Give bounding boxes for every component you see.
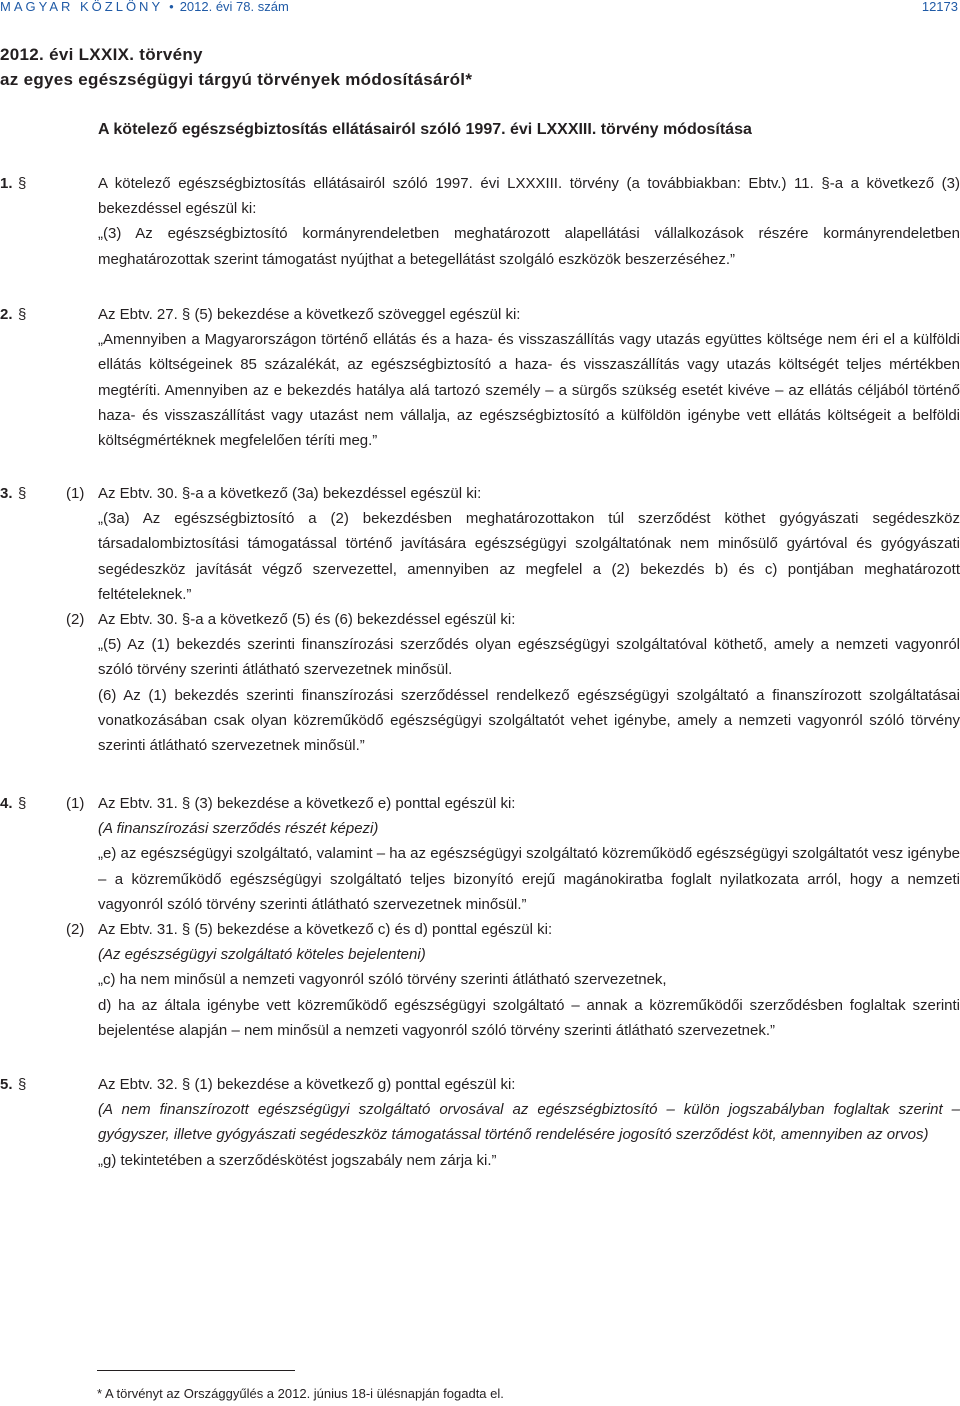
section-3 [0,481,960,758]
paragraph-intro: Az Ebtv. 31. § (3) bekezdése a következő e) ponttal egészül ki: [98,795,516,812]
section-5 [0,1072,960,1173]
section-sign: § [18,795,27,812]
section-intro: Az Ebtv. 27. § (5) bekezdése a következő szöveggel egészül ki: [98,306,521,323]
amendment-quote: „(3a) Az egészségbiztosító a (2) bekezdésben meghatározottakon túl szerződést köthet gyógyászati segédeszköz társadalombiztosítási támogatással történő javítására egészségügyi szolgáltatónak nem minősülő gyártóval és gyógyászati segédeszköz javítását végző szervezettel, amennyiben az megfelel a (2) bekezdés b) és c) pontjában meghatározott feltételeknek.” [98,510,960,603]
page-header [0,0,960,14]
law-subtitle: A kötelező egészségbiztosítás ellátásairól szóló 1997. évi LXXXIII. törvény módosítása [98,121,752,138]
section-number: 4. [0,795,13,812]
amendment-quote: „e) az egészségügyi szolgáltató, valamint – ha az egészségügyi szolgáltató közreműködő egészségügyi szolgáltatót vesz igénybe – a közreműködő egészségügyi szolgáltató teljes bizonyító erejű magánokiratba foglalt nyilatkozata arról, hogy a nemzeti vagyonról szóló törvény szerinti átlátható szervezetnek minősül.” [98,845,960,913]
paragraph-heading: (A nem finanszírozott egészségügyi szolgáltató orvosával az egészségbiztosító – külön jogszabályban foglaltak szerint – gyógyszer, illetve gyógyászati segédeszköz támogatással történő rendelésére jogosító szerződést köt, amennyiben az orvos) [98,1101,960,1144]
law-title: az egyes egészségügyi tárgyú törvények módosításáról* [0,70,473,89]
section-sign: § [18,1076,27,1093]
section-number: 3. [0,485,13,502]
section-4 [0,791,960,1043]
section-sign: § [18,306,27,323]
paragraph-heading: (A finanszírozási szerződés részét képezi) [98,820,379,838]
page-number: 12173 [921,0,958,14]
section-intro: A kötelező egészségbiztosítás ellátásairól szóló 1997. évi LXXXIII. törvény (a továbbiakban: Ebtv.) 11. §-a a következő (3) bekezdéssel egészül ki: [98,175,960,218]
law-number: 2012. évi LXXIX. törvény [0,45,203,64]
section-sign: § [18,175,27,192]
section-1 [0,171,960,272]
amendment-quote: „(3) Az egészségbiztosító kormányrendeletben meghatározott alapellátási vállalkozások részére kormányrendeletben meghatározottak szerint támogatást nyújthat a betegellátást szolgáló eszközök beszerzéséhez.” [98,225,960,268]
footnote: * A törvényt az Országgyűlés a 2012. június 18-i ülésnapján fogadta el. [97,1386,504,1401]
paragraph-intro: Az Ebtv. 31. § (5) bekezdése a következő c) és d) ponttal egészül ki: [98,921,553,939]
paragraph-label: (1) [66,485,85,502]
amendment-quote: „Amennyiben a Magyarországon történő ellátás és a haza- és visszaszállítás vagy utazás együttes költsége nem éri el a külföldi ellátás költségeinek 85 százalékát, az egészségbiztosító a haza- és visszaszállítás vagy utazás költségét teljes mértékben megtéríti. Amennyiben az e bekezdés hatálya alá tartozó személy – a sürgős szükség esetét kivéve – az ellátás céljából történő haza- és visszaszállítást vagy utazást nem vállalja, az egészségbiztosító a külföldön igénybe vett ellátás költségeit a belföldi költségmértéknek megfelelően téríti meg.” [98,331,960,450]
section-intro: Az Ebtv. 32. § (1) bekezdése a következő g) ponttal egészül ki: [98,1076,516,1093]
paragraph-intro: Az Ebtv. 30. §-a a következő (3a) bekezdéssel egészül ki: [98,485,482,502]
journal-masthead [0,0,289,14]
amendment-quote: „g) tekintetében a szerződéskötést jogszabály nem zárja ki.” [98,1151,497,1169]
section-number: 5. [0,1076,13,1093]
paragraph-intro: Az Ebtv. 30. §-a a következő (5) és (6) bekezdéssel egészül ki: [98,611,516,629]
amendment-quote: „(5) Az (1) bekezdés szerinti finanszírozási szerződés olyan egészségügyi szolgáltatóval köthető, amely a nemzeti vagyonról szóló törvény szerinti átlátható szervezetnek minősül. [98,636,960,679]
amendment-quote: d) ha az általa igénybe vett közreműködő egészségügyi szolgáltató – annak a közreműködői szerződésben foglaltak szerinti bejelentése alapján – nem minősül a nemzeti vagyonról szóló törvény szerinti átlátható szervezetnek.” [98,996,960,1039]
journal-name: MAGYAR KÖZLÖNY [0,0,164,14]
paragraph-label: (2) [66,611,85,628]
paragraph-heading: (Az egészségügyi szolgáltató köteles bejelenteni) [98,946,426,964]
section-number: 1. [0,175,13,192]
amendment-quote: (6) Az (1) bekezdés szerinti finanszírozási szerződéssel rendelkező egészségügyi szolgáltató a finanszírozott szolgáltatásai vonatkozásában csak olyan közreműködő egészségügyi szolgáltatót vehet igénybe, amely a nemzeti vagyonról szóló törvény szerinti átlátható szervezetnek minősül.” [98,686,960,755]
section-2 [0,302,960,453]
amendment-quote: „c) ha nem minősül a nemzeti vagyonról szóló törvény szerinti átlátható szervezetnek, [98,971,667,989]
paragraph-label: (1) [66,795,85,812]
issue-label: 2012. évi 78. szám [179,0,289,14]
bullet-separator: • [169,0,174,14]
paragraph-label: (2) [66,921,85,938]
section-sign: § [18,485,27,502]
section-number: 2. [0,306,13,323]
footnote-divider [97,1370,295,1371]
